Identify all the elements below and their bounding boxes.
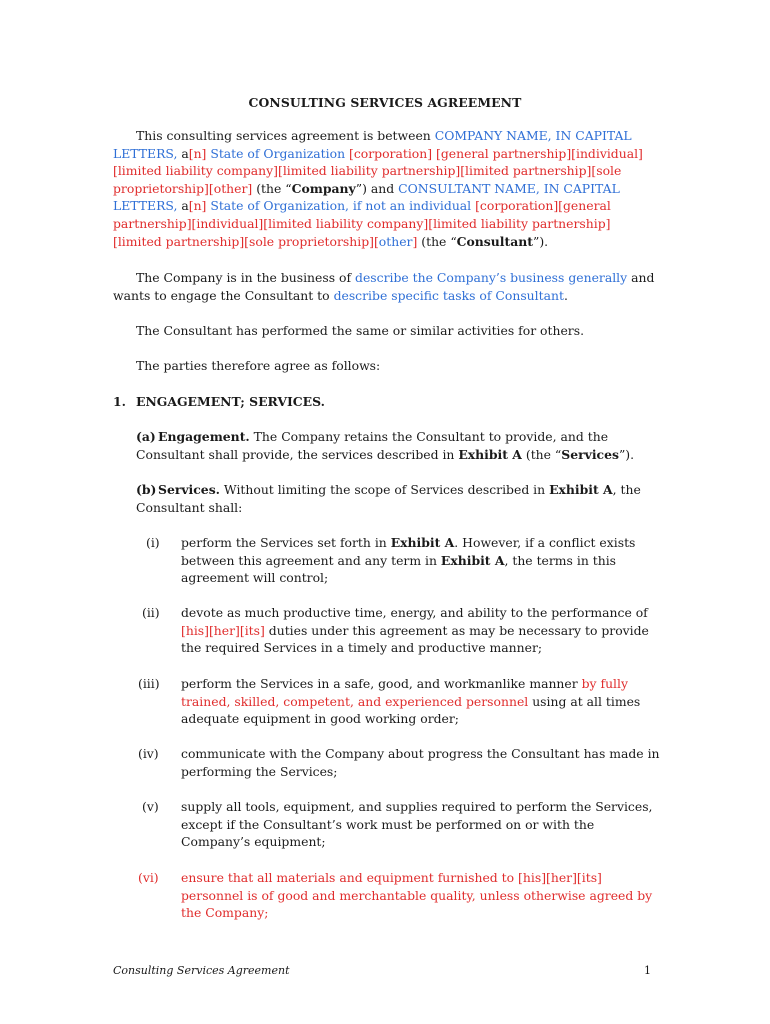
intro-paragraph-experience: The Consultant has performed the same or similar activities for others. [136, 323, 585, 338]
intro-paragraph-parties: This consulting services agreement is between COMPANY NAME, IN CAPITAL LETTERS, a[n] State of Organization [corporation] [general partnership][individual][limited liability company][limited liability partnership][limited partnership][sole proprietorship][other] (the “Company”) and CONSULTANT NAME, IN CAPITAL LETTERS, a[n] State of Organization, if not an individual [corporation][general partnership][individual][limited liability company][limited liability partnership][limited partnership][sole proprietorship][other] (the “Consultant”). [113, 128, 643, 249]
defined-term-services: Services [561, 446, 619, 462]
subsection-b-services: (b) Services. Without limiting the scope of Services described in Exhibit A, the Consultant shall: [136, 482, 641, 515]
item-ii-text: devote as much productive time, energy, and ability to the performance of [his][her][its] duties under this agreement as may be necessary to provide the required Services in a timely and productive manner; [181, 605, 649, 656]
item-iv-number: (iv) [138, 746, 159, 761]
defined-term-company: Company [291, 180, 356, 196]
placeholder-company-entity-types: [corporation] [general partnership][individual][limited liability company][limited liability partnership][limited partnership][sole proprietorship][other] [113, 145, 643, 196]
intro-paragraph-agreement: The parties therefore agree as follows: [136, 358, 381, 373]
item-ii-number: (ii) [142, 605, 160, 620]
item-v-text: supply all tools, equipment, and supplies required to perform the Services, except if the Consultant’s work must be performed on or with the Company’s equipment; [181, 799, 653, 850]
placeholder-business-description: describe the Company’s business generally [355, 270, 628, 285]
item-i-text: perform the Services set forth in Exhibit A. However, if a conflict exists between this agreement and any term in Exhibit A, the terms in this agreement will control; [181, 535, 636, 586]
subsection-a-engagement: (a) Engagement. The Company retains the Consultant to provide, and the Consultant shall provide, the services described in Exhibit A (the “Services”). [136, 429, 635, 462]
section-1-heading: 1. ENGAGEMENT; SERVICES. [113, 394, 325, 409]
footer-document-title: Consulting Services Agreement [113, 964, 290, 977]
placeholder-company-state: State of Organization [206, 145, 349, 161]
optional-personnel-clause: by fully trained, skilled, competent, and experienced personnel [181, 676, 628, 709]
placeholder-consultant-tasks: describe specific tasks of Consultant [333, 287, 564, 303]
item-v-number: (v) [142, 799, 159, 814]
footer-page-number: 1 [644, 964, 651, 977]
placeholder-pronoun: [his][her][its] [181, 622, 265, 638]
placeholder-company-name: COMPANY NAME, IN CAPITAL LETTERS, [113, 128, 632, 161]
item-iii-text: perform the Services in a safe, good, and workmanlike manner by fully trained, skilled, competent, and experienced personnel using at all times adequate equipment in good working order; [181, 676, 641, 727]
item-vi-number: (vi) [138, 870, 159, 885]
placeholder-consultant-entity-types: [corporation][general partnership][individual][limited liability company][limited liability partnership][limited partnership][sole proprietorship][ [113, 198, 611, 249]
intro-paragraph-business: The Company is in the business of describe the Company’s business generally and wants to engage the Consultant to describe specific tasks of Consultant. [113, 270, 655, 303]
placeholder-consultant-name: CONSULTANT NAME, IN CAPITAL LETTERS, [113, 180, 620, 214]
item-vi-text: ensure that all materials and equipment furnished to [his][her][its] personnel is of good and merchantable quality, unless otherwise agreed by the Company; [181, 870, 653, 921]
document-title: CONSULTING SERVICES AGREEMENT [248, 95, 522, 110]
item-iv-text: communicate with the Company about progress the Consultant has made in performing the Services; [181, 746, 660, 779]
item-iii-number: (iii) [138, 676, 160, 691]
item-i-number: (i) [146, 535, 160, 550]
defined-term-consultant: Consultant [456, 233, 533, 249]
placeholder-consultant-state: State of Organization, if not an individual [206, 198, 476, 214]
